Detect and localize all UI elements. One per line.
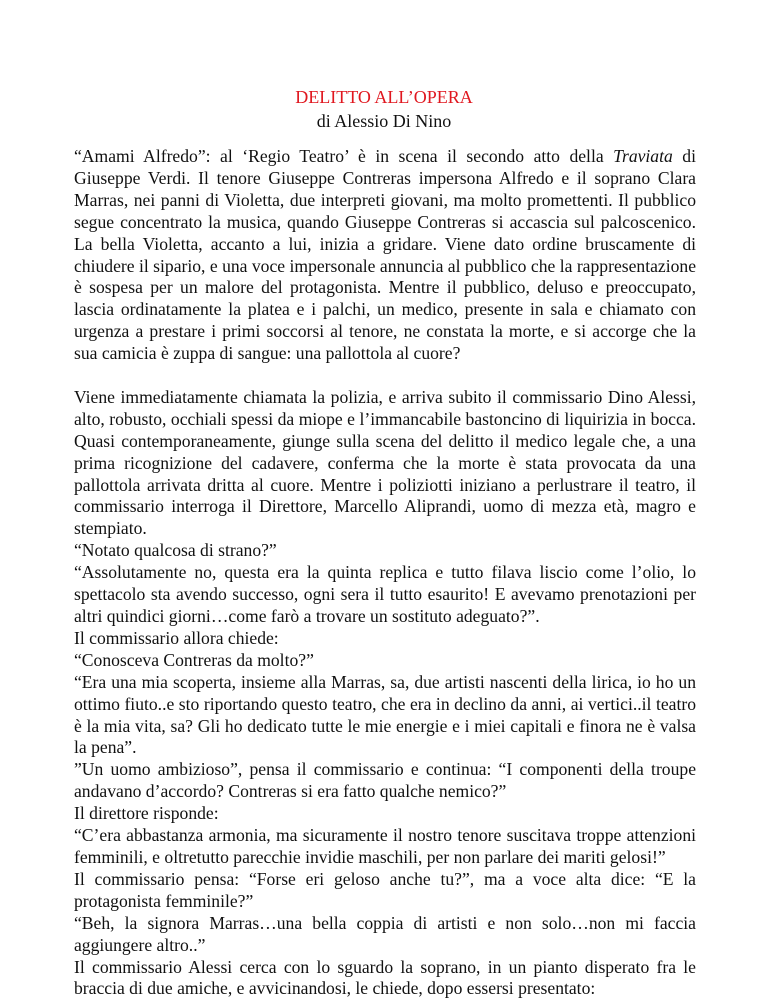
narration-line: Il commissario Alessi cerca con lo sguardo la soprano, in un pianto disperato fra le braccia di due amiche, e avvicinandosi, le chiede, dopo essersi presentato: [74,956,696,999]
dialogue-line: “Notato qualcosa di strano?” [74,540,277,561]
narration-line: Il commissario pensa: “Forse eri geloso anche tu?”, ma a voce alta dice: “E la protagonista femminile?” [74,868,696,911]
narration-line: Il commissario allora chiede: [74,627,279,648]
paragraph-gap [74,365,696,387]
paragraph-1-text-a: “Amami Alfredo”: al ‘Regio Teatro’ è in scena il secondo atto della [74,146,614,166]
narration-line: Il direttore risponde: [74,803,219,824]
paragraph-2: Viene immediatamente chiamata la polizia, e arriva subito il commissario Dino Alessi, alto, robusto, occhiali spessi da miope e l’immancabile bastoncino di liquirizia in bocca. Quasi contemporaneamente, giunge sulla scena del delitto il medico legale che, a una prima ricognizione del cadavere, conferma che la morte è stata provocata da una pallottola arrivata dritta al cuore. Mentre i poliziotti iniziano a perlustrare il teatro, il commissario interroga il Direttore, Marcello Aliprandi, uomo di mezza età, magro e stempiato. [74,386,696,539]
document-title: DELITTO ALL’OPERA [295,87,473,107]
dialogue-line: “C’era abbastanza armonia, ma sicuramente il nostro tenore suscitava troppe attenzioni femminili, e oltretutto parecchie invidie maschili, per non parlare dei mariti gelosi!” [74,825,696,867]
opera-title-italic: Traviata [613,146,673,166]
dialogue-line: “Beh, la signora Marras…una bella coppia di artisti e non solo…non mi faccia aggiungere altro..” [74,912,696,955]
dialogue-line: “Conosceva Contreras da molto?” [74,649,314,670]
paragraph-1 [74,146,696,365]
author-line: di Alessio Di Nino [316,111,452,131]
narration-line: ”Un uomo ambizioso”, pensa il commissario e continua: “I componenti della troupe andavano d’accordo? Contreras si era fatto qualche nemico?” [74,759,696,802]
document-body [74,146,696,1000]
paragraph-1-text-b: di Giuseppe Verdi. Il tenore Giuseppe Contreras impersona Alfredo e il soprano Clara Marras, nei panni di Violetta, due interpreti giovani, ma molto promettenti. Il pubblico segue concentrato la musica, quando Giuseppe Contreras si accascia sul palcoscenico. La bella Violetta, accanto a lui, inizia a gridare. Viene dato ordine bruscamente di chiudere il sipario, e una voce impersonale annuncia al pubblico che la rappresentazione è sospesa per un malore del protagonista. Mentre il pubblico, deluso e preoccupato, lascia ordinatamente la platea e i palchi, un medico, presente in sala e chiamato con urgenza a prestare i primi soccorsi al tenore, ne constata la morte, e si accorge che la sua camicia è zuppa di sangue: una pallottola al cuore? [74,146,696,364]
dialogue-line: “Assolutamente no, questa era la quinta replica e tutto filava liscio come l’olio, lo spettacolo sta avendo successo, ogni sera il tutto esaurito! E avevamo prenotazioni per altri quindici giorni…come farò a trovare un sostituto adeguato?”. [74,562,696,627]
dialogue-line: “Era una mia scoperta, insieme alla Marras, sa, due artisti nascenti della lirica, io ho un ottimo fiuto..e sto riportando questo teatro, che era in declino da anni, ai vertici..il teatro è la mia vita, sa? Gli ho dedicato tutte le mie energie e i miei capitali e finora ne è valsa la pena”. [74,671,696,758]
